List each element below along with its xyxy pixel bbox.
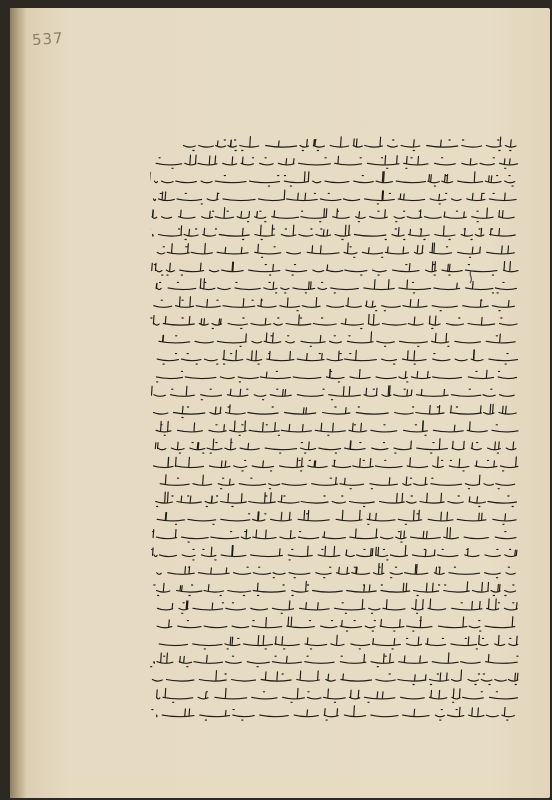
handwritten-line [152, 670, 518, 685]
handwritten-stroke [160, 475, 515, 489]
handwritten-line [150, 172, 515, 186]
handwritten-line [151, 653, 518, 667]
handwritten-stroke [150, 404, 516, 417]
handwritten-stroke [151, 314, 517, 328]
handwritten-stroke [153, 528, 516, 542]
handwritten-line [150, 190, 516, 204]
handwritten-stroke [159, 635, 518, 649]
manuscript-page [10, 8, 550, 798]
handwritten-stroke [157, 510, 516, 524]
handwritten-stroke [155, 439, 516, 453]
handwritten-stroke [152, 386, 515, 400]
handwritten-stroke [156, 421, 518, 435]
handwritten-stroke [151, 653, 518, 667]
handwritten-line [159, 332, 515, 346]
handwritten-line [152, 546, 517, 560]
handwritten-stroke [150, 225, 515, 239]
handwritten-line [156, 421, 518, 435]
handwritten-line [150, 688, 518, 702]
handwritten-line [157, 599, 517, 613]
handwritten-line [150, 208, 514, 222]
handwritten-line [151, 314, 517, 328]
handwritten-stroke [157, 243, 514, 257]
handwritten-stroke [157, 350, 517, 364]
handwritten-line [152, 262, 518, 276]
handwritten-stroke [150, 172, 515, 186]
handwritten-line [157, 350, 517, 364]
handwritten-line [159, 635, 518, 649]
handwritten-line [160, 475, 515, 489]
handwritten-line [150, 404, 516, 417]
marginal-mark-icon [466, 270, 476, 284]
handwritten-line [156, 155, 517, 168]
handwritten-stroke [159, 332, 515, 346]
handwritten-stroke [152, 670, 518, 685]
handwritten-line [154, 297, 515, 311]
handwritten-line [157, 564, 516, 578]
handwritten-stroke [150, 190, 516, 204]
handwritten-stroke [157, 599, 517, 613]
handwritten-stroke [154, 297, 515, 311]
handwritten-lines [150, 136, 520, 736]
page-binding-shadow [10, 8, 26, 798]
handwritten-line [152, 386, 515, 400]
handwritten-stroke [156, 492, 517, 506]
handwritten-line [150, 581, 516, 595]
handwritten-stroke [152, 546, 517, 560]
handwritten-stroke [154, 457, 518, 471]
handwritten-stroke [157, 564, 516, 578]
handwritten-line [154, 457, 518, 471]
handwritten-line [155, 439, 516, 453]
handwritten-line [150, 225, 515, 239]
handwritten-line [156, 370, 516, 382]
handwritten-stroke [156, 155, 517, 168]
handwritten-stroke [150, 208, 514, 222]
handwritten-line [156, 279, 516, 293]
handwritten-stroke [156, 279, 516, 293]
handwritten-line [157, 617, 515, 632]
folio-number: 537 [31, 28, 65, 50]
handwritten-stroke [152, 706, 515, 720]
handwritten-line [156, 492, 517, 506]
handwritten-line [183, 137, 516, 151]
handwritten-line [157, 243, 514, 257]
handwritten-stroke [150, 688, 518, 702]
handwritten-stroke [152, 262, 518, 276]
handwritten-text-block [150, 136, 520, 736]
handwritten-stroke [157, 617, 515, 632]
handwritten-line [157, 510, 516, 524]
handwritten-stroke [183, 137, 516, 151]
handwritten-stroke [150, 581, 516, 595]
handwritten-line [152, 706, 515, 720]
handwritten-stroke [156, 370, 516, 382]
handwritten-line [153, 528, 516, 542]
